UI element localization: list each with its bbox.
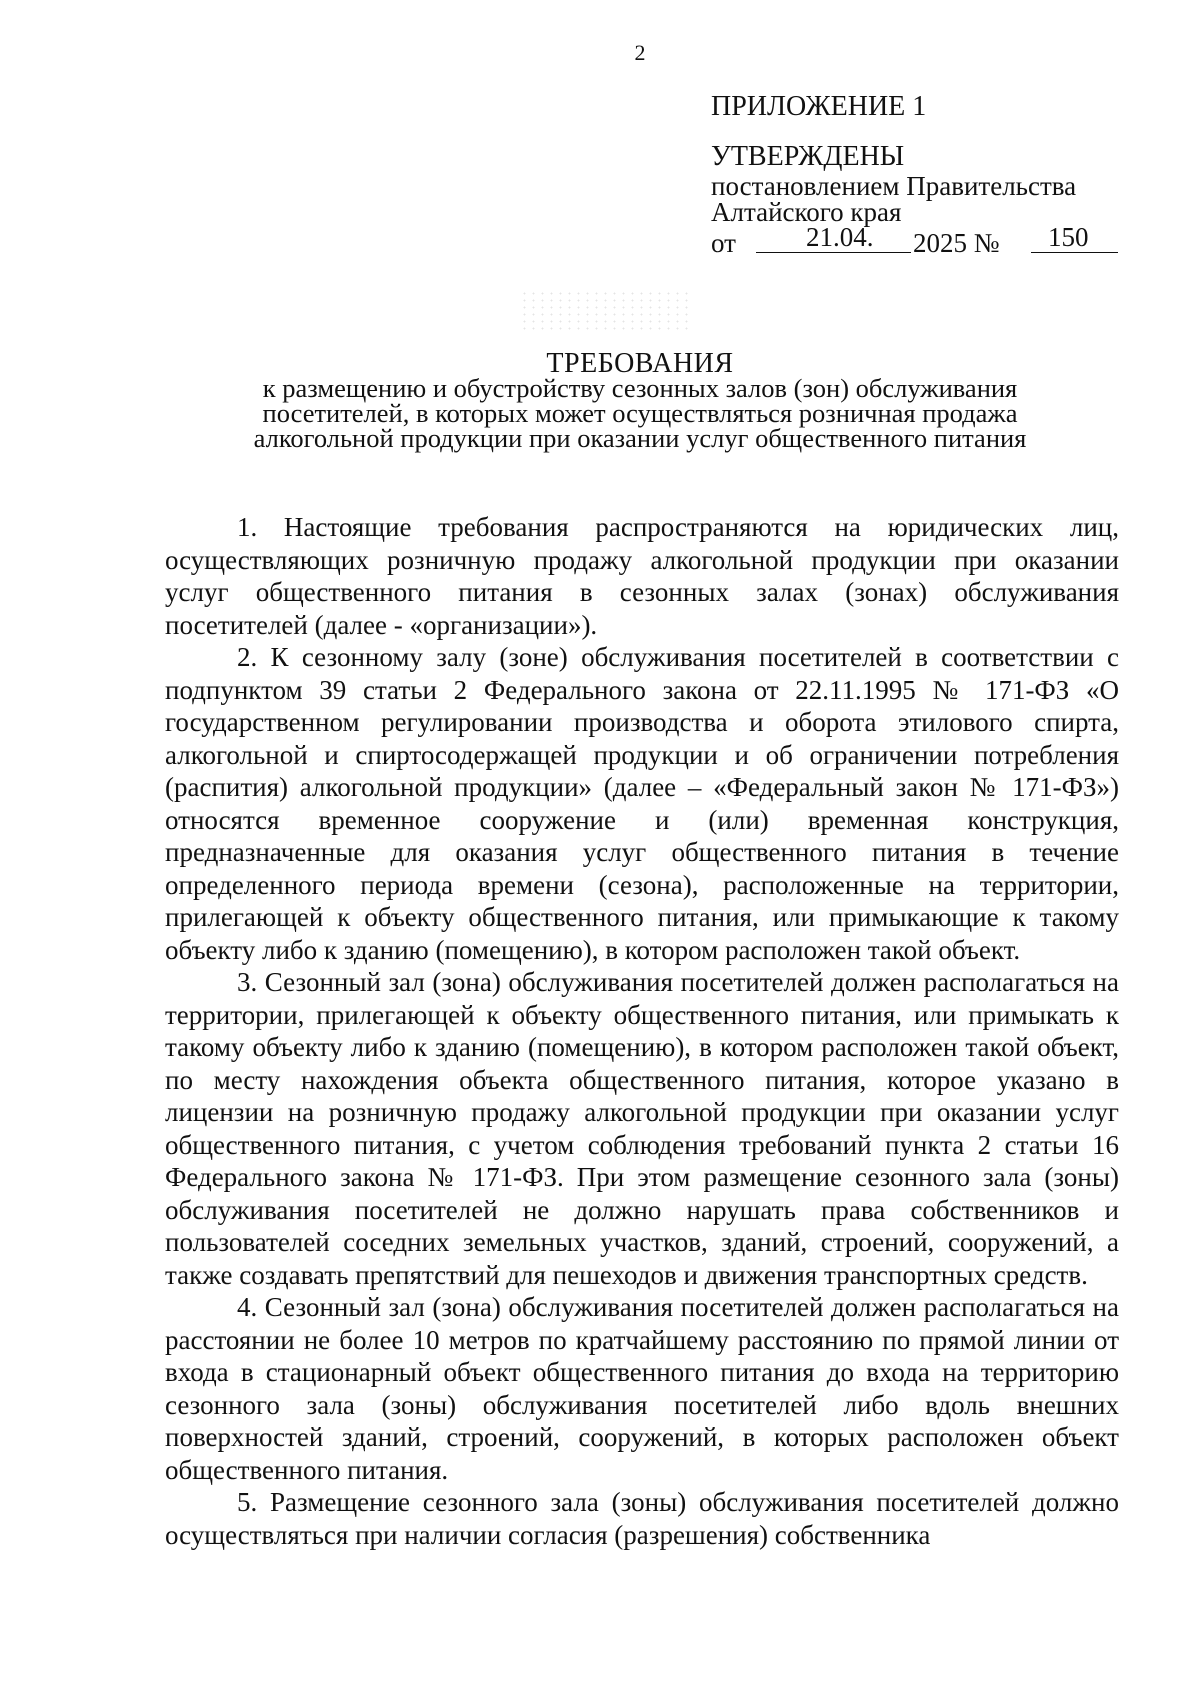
decree-year-label: 2025 № xyxy=(913,228,1000,258)
decree-number: 150 xyxy=(1048,222,1089,252)
annex-label: ПРИЛОЖЕНИЕ 1 xyxy=(711,91,927,122)
paragraph-4: 4. Сезонный зал (зона) обслуживания посетителей должен располагаться на расстоянии не более 10 метров по кратчайшему расстоянию по прямой линии от входа в стационарный объект общественного питания до входа на территорию сезонного зала (зоны) обслуживания посетителей либо вдоль внешних поверхностей зданий, строений, сооружений, в которых расположен объект общественного питания. xyxy=(165,1292,1119,1485)
approved-by-line-1: постановлением Правительства xyxy=(711,171,1077,201)
from-label: от xyxy=(711,228,736,258)
paragraph-3: 3. Сезонный зал (зона) обслуживания посетителей должен располагаться на территории, прилегающей к объекту общественного питания, или примыкать к такому объекту либо к зданию (помещению), в котором расположен такой объект, по месту нахождения объекта общественного питания, которое указано в лицензии на розничную продажу алкогольной продукции при оказании услуг общественного питания, с учетом соблюдения требований пункта 2 статьи 16 Федерального закона № 171-ФЗ. При этом размещение сезонного зала (зоны) обслуживания посетителей не должно нарушать права собственников и пользователей соседних земельных участков, зданий, строений, сооружений, а также создавать препятствий для пешеходов и движения транспортных средств. xyxy=(165,967,1119,1290)
subtitle-line-3: алкогольной продукции при оказании услуг общественного питания xyxy=(253,423,1027,453)
paragraph-5: 5. Размещение сезонного зала (зоны) обслуживания посетителей должно осуществляться при наличии согласия (разрешения) собственника xyxy=(165,1487,1119,1550)
document-body xyxy=(165,511,1119,1551)
document-title: ТРЕБОВАНИЯ xyxy=(546,348,734,379)
page-number: 2 xyxy=(634,40,646,65)
approved-heading: УТВЕРЖДЕНЫ xyxy=(711,141,905,172)
decree-date-number xyxy=(711,222,1121,256)
approval-block xyxy=(711,141,1131,225)
approved-by-line-2: Алтайского края xyxy=(711,197,902,227)
subtitle-line-2: посетителей, в которых может осуществляться розничная продажа xyxy=(262,398,1018,428)
subtitle-line-1: к размещению и обустройству сезонных залов (зон) обслуживания xyxy=(262,373,1018,403)
document-subtitle xyxy=(165,373,1115,453)
paragraph-2: 2. К сезонному залу (зоне) обслуживания посетителей в соответствии с подпунктом 39 статьи 2 Федерального закона от 22.11.1995 № 171-ФЗ «О государственном регулировании производства и оборота этилового спирта, алкогольной и спиртосодержащей продукции и об ограничении потребления (распития) алкогольной продукции» (далее – «Федеральный закон № 171-ФЗ») относятся временное сооружение и (или) временная конструкция, предназначенные для оказания услуг общественного питания в течение определенного периода времени (сезона), расположенные на территории, прилегающей к объекту общественного питания, или примыкающие к такому объекту либо к зданию (помещению), в котором расположен такой объект. xyxy=(165,642,1119,965)
decree-date: 21.04. xyxy=(806,222,874,252)
scan-speckle xyxy=(520,290,690,330)
paragraph-1: 1. Настоящие требования распространяются на юридических лиц, осуществляющих розничную продажу алкогольной продукции при оказании услуг общественного питания в сезонных залах (зонах) обслуживания посетителей (далее - «организации»). xyxy=(165,512,1119,640)
